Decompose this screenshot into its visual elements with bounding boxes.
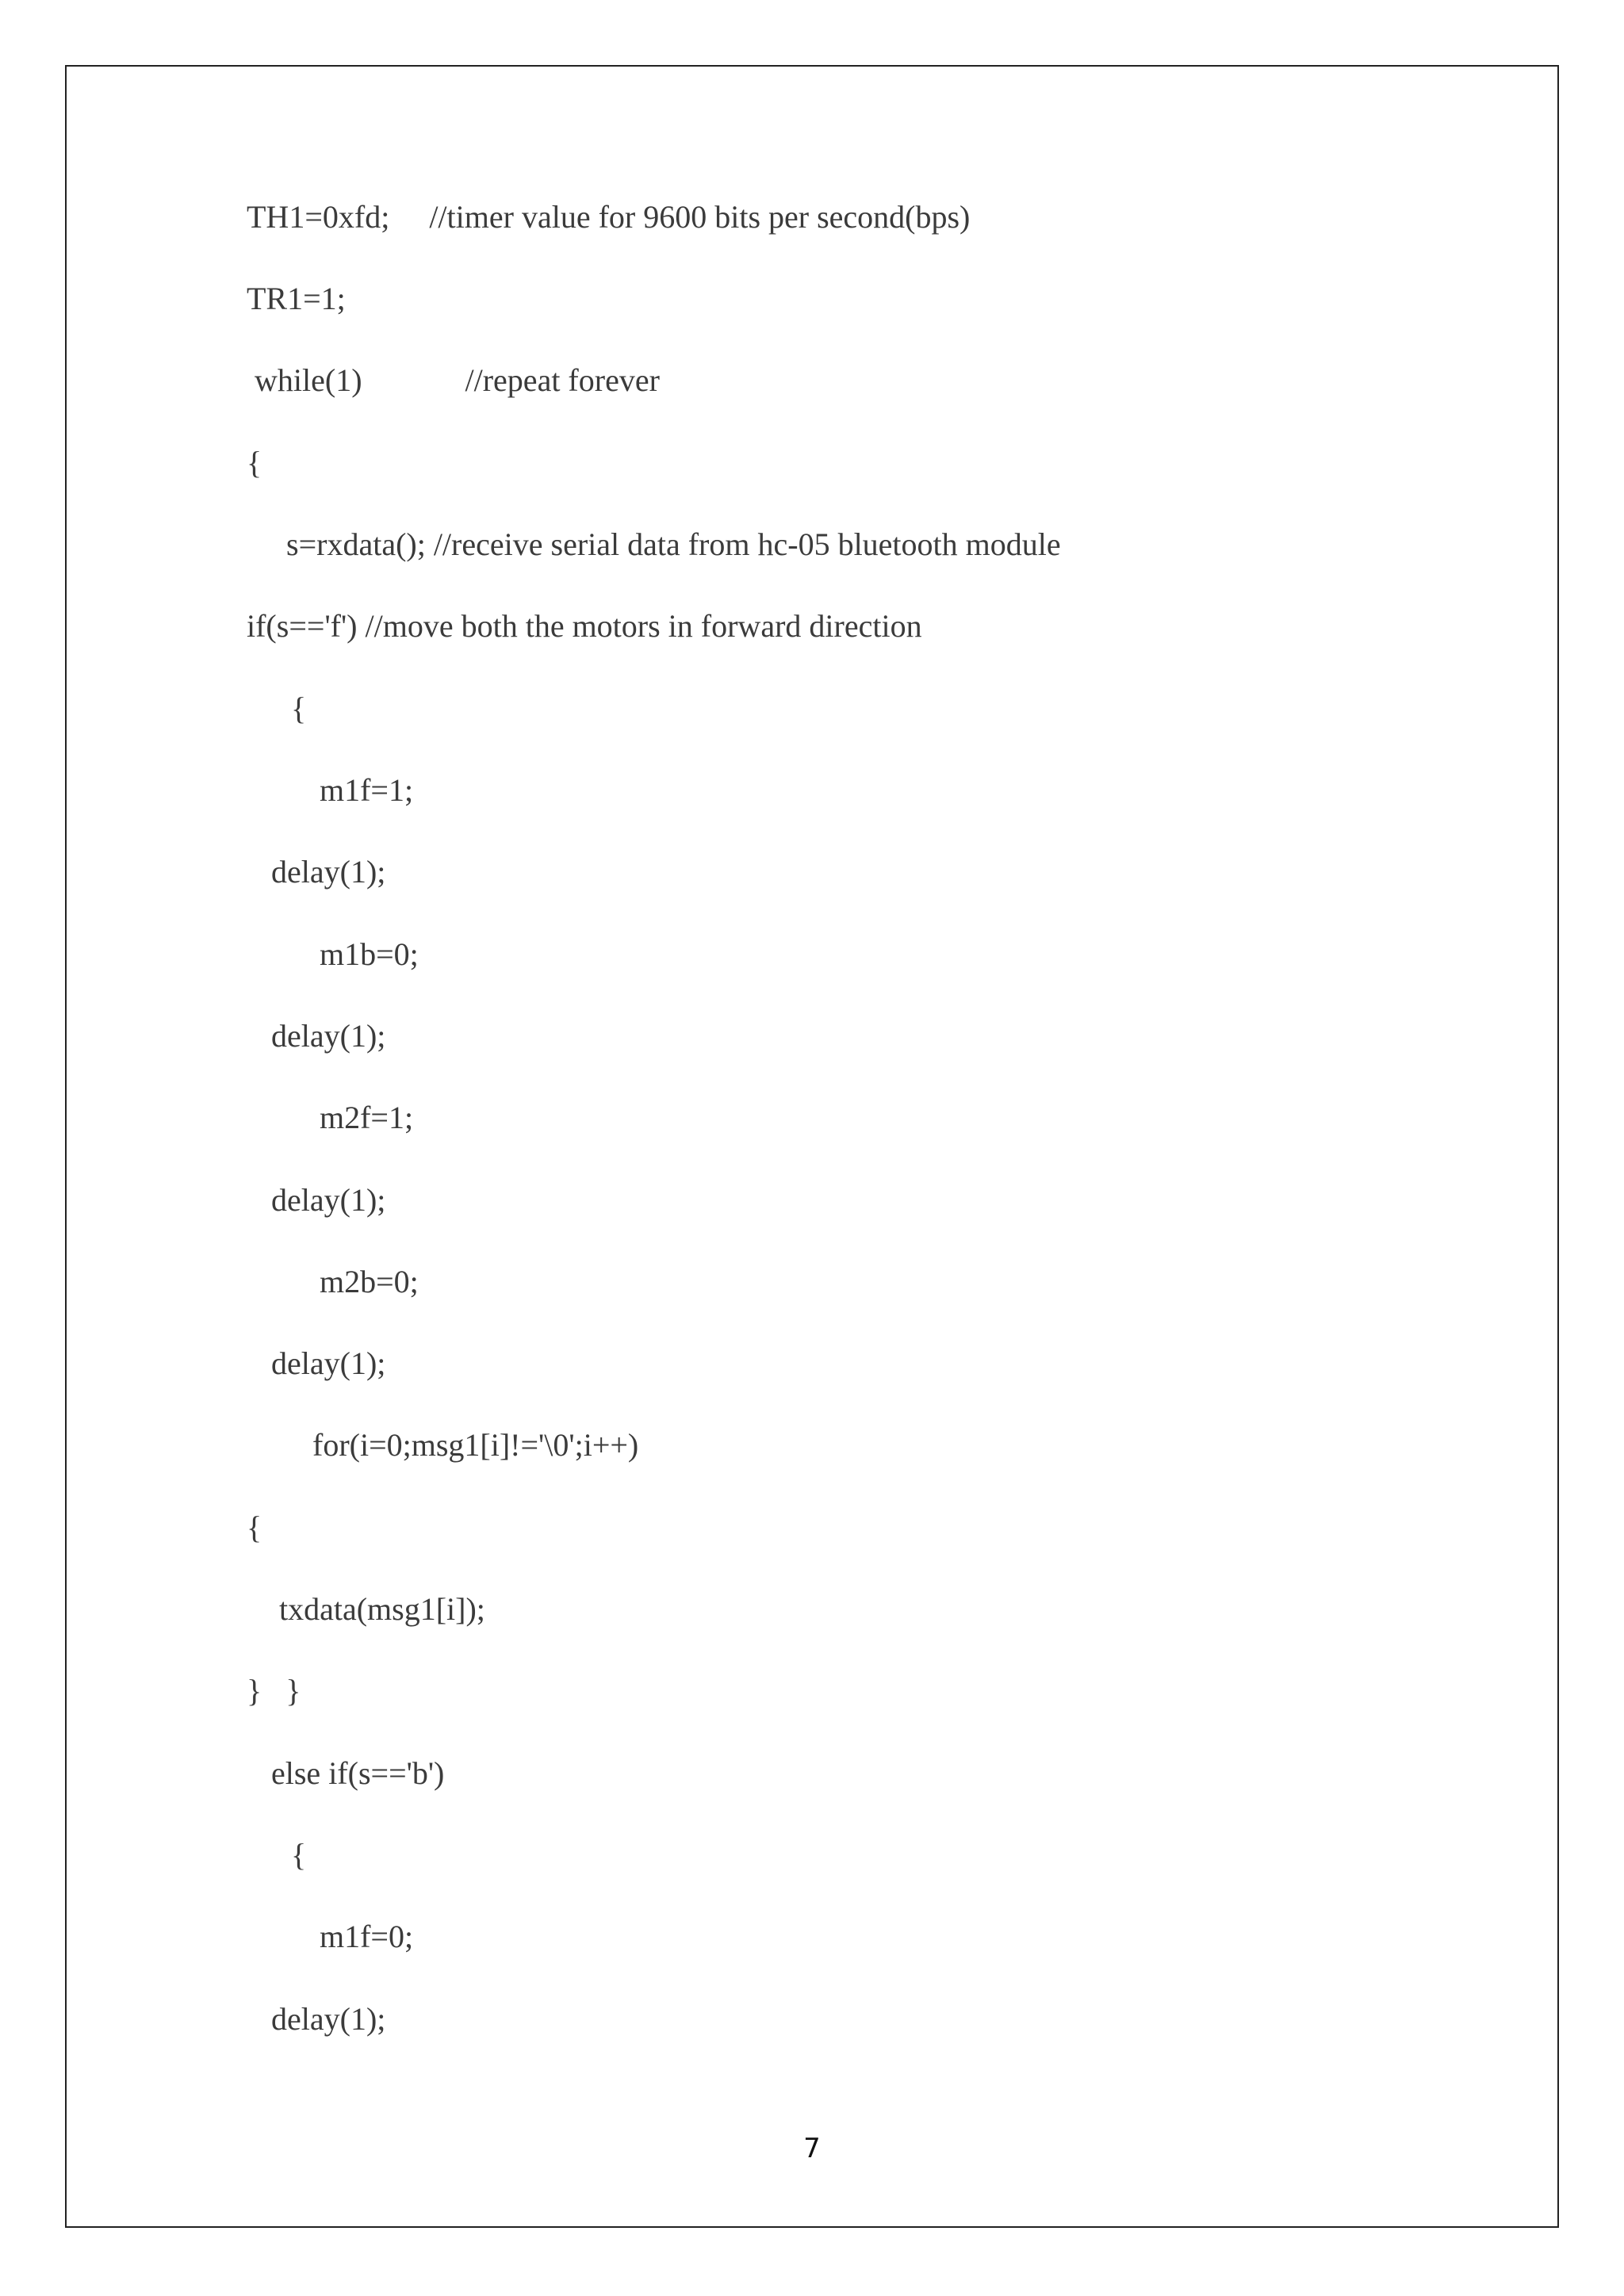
code-line: { [291, 1837, 307, 1873]
code-line: m1f=0; [320, 1919, 414, 1954]
code-line: { [247, 445, 262, 480]
code-line: TR1=1; [247, 281, 346, 316]
page-number: 7 [803, 2133, 821, 2164]
code-line: txdata(msg1[i]); [279, 1591, 485, 1627]
code-line: while(1) //repeat forever [247, 362, 660, 398]
code-line: delay(1); [271, 1018, 386, 1054]
code-line: s=rxdata(); //receive serial data from hc-05 bluetooth module [247, 526, 1061, 562]
code-line: delay(1); [271, 854, 386, 890]
code-line: { [247, 1510, 262, 1545]
code-line: if(s=='f') //move both the motors in forward direction [247, 608, 922, 644]
code-line: m1f=1; [320, 772, 414, 808]
code-line: else if(s=='b') [271, 1755, 445, 1791]
code-line: m2b=0; [320, 1264, 419, 1299]
code-line: m1b=0; [320, 936, 419, 972]
code-line: { [291, 691, 307, 726]
code-line: m2f=1; [320, 1100, 414, 1135]
code-line: delay(1); [271, 1182, 386, 1218]
code-line: TH1=0xfd; //timer value for 9600 bits per second(bps) [247, 199, 971, 235]
code-line: } } [247, 1673, 301, 1709]
code-line: delay(1); [271, 1345, 386, 1381]
code-line: delay(1); [271, 2001, 386, 2037]
code-line: for(i=0;msg1[i]!='\0';i++) [312, 1427, 639, 1463]
